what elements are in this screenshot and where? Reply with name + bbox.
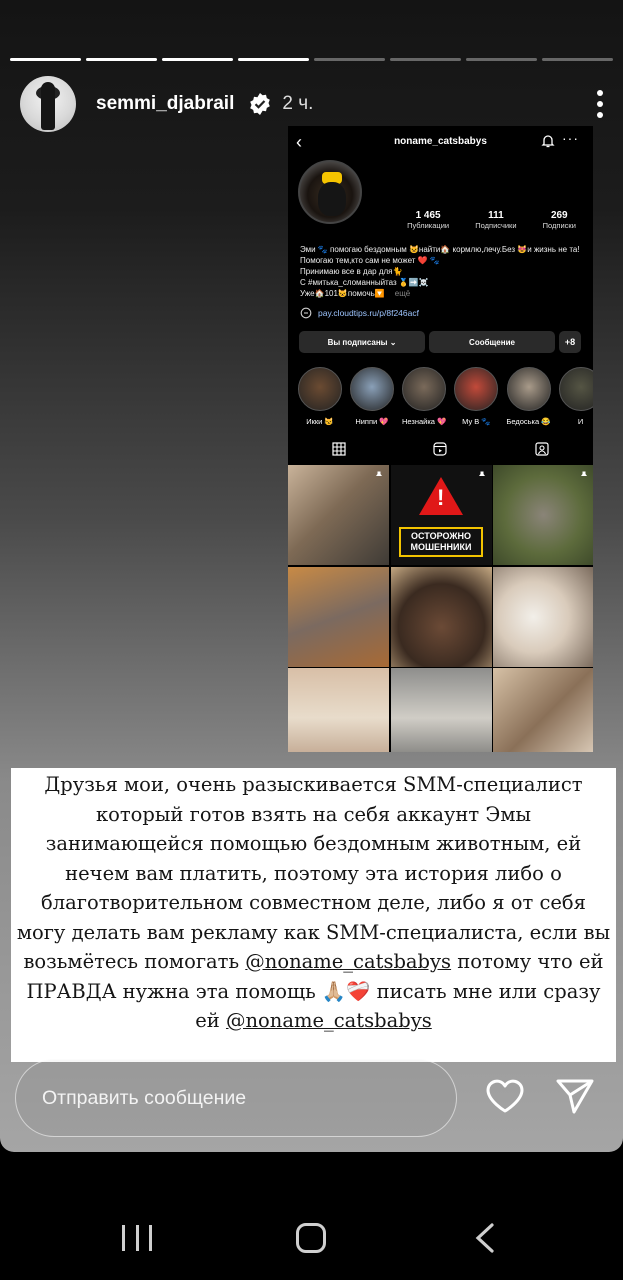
bio-line: С #митька_сломанныйтаз 🥇➡️☠️ <box>300 278 429 287</box>
avatar[interactable] <box>20 76 76 132</box>
back-arrow-icon: ‹ <box>296 132 302 152</box>
bio-line: Принимаю все в дар для🐈 <box>300 267 403 276</box>
highlight-cover <box>454 367 498 411</box>
progress-segment <box>314 58 385 61</box>
mention-link[interactable]: @noname_catsbabys <box>245 950 452 973</box>
post-grid <box>288 465 593 752</box>
post-thumbnail <box>288 567 389 667</box>
highlight-item <box>506 367 550 426</box>
post-thumbnail <box>493 668 593 752</box>
highlights-row <box>288 367 593 426</box>
highlight-label: Му В 🐾 <box>462 417 491 426</box>
more-horizontal-icon: ··· <box>562 130 579 146</box>
highlight-cover <box>350 367 394 411</box>
highlight-label: Незнайка 💖 <box>402 417 447 426</box>
message-button: Сообщение <box>429 331 555 353</box>
profile-bio <box>288 244 593 299</box>
home-icon[interactable] <box>296 1223 326 1253</box>
warning-triangle-icon <box>419 477 463 515</box>
bell-icon <box>541 134 555 148</box>
post-thumbnail <box>391 465 492 565</box>
profile-picture <box>298 160 362 224</box>
reply-placeholder: Отправить сообщение <box>42 1086 247 1109</box>
verified-badge-icon <box>248 92 272 116</box>
profile-buttons <box>288 331 593 353</box>
bio-more-link: ещё <box>394 289 411 298</box>
pin-icon <box>374 470 384 480</box>
post-thumbnail <box>288 668 389 752</box>
highlight-label: Бедоська 😂 <box>506 417 551 426</box>
highlight-cover <box>559 367 593 411</box>
highlight-item <box>454 367 498 426</box>
post-thumbnail <box>493 465 593 565</box>
post-thumbnail <box>391 567 492 667</box>
progress-segment <box>10 58 81 61</box>
add-person-icon: +8 <box>559 331 581 353</box>
post-thumbnail <box>391 668 492 752</box>
progress-segment <box>542 58 613 61</box>
mention-link[interactable]: @noname_catsbabys <box>225 1009 432 1032</box>
progress-segment <box>466 58 537 61</box>
progress-segment <box>390 58 461 61</box>
tagged-icon <box>535 442 549 456</box>
profile-link: pay.cloudtips.ru/p/8f246acf <box>288 307 593 319</box>
bio-line: Помогаю тем,кто сам не может ❤️ 🐾 <box>300 256 440 265</box>
recent-apps-icon[interactable] <box>122 1225 152 1251</box>
story-time: 2 ч. <box>282 93 314 114</box>
progress-segment <box>238 58 309 61</box>
profile-account-name: noname_catsbabys <box>394 136 487 147</box>
bio-line: Эми 🐾 помогаю бездомным 😺найти🏠 кормлю,лечу.Без 😻и жизнь не та! <box>300 245 580 254</box>
reels-icon <box>433 442 447 456</box>
profile-stats <box>394 210 589 230</box>
highlight-label: И <box>577 417 584 426</box>
stat-posts: 1 465 Публикации <box>407 210 450 230</box>
pin-icon <box>477 470 487 480</box>
highlight-label: Икки 😼 <box>306 417 334 426</box>
back-icon[interactable] <box>472 1222 500 1254</box>
profile-screenshot <box>288 126 593 752</box>
highlight-cover <box>298 367 342 411</box>
highlight-item <box>350 367 394 426</box>
progress-segment <box>86 58 157 61</box>
post-thumbnail <box>288 465 389 565</box>
link-icon <box>300 307 312 319</box>
post-thumbnail <box>493 567 593 667</box>
progress-segment <box>162 58 233 61</box>
story-progress <box>10 58 613 61</box>
highlight-label: Ниппи 💖 <box>355 417 389 426</box>
highlight-item <box>402 367 446 426</box>
profile-header <box>288 158 593 228</box>
grid-icon <box>332 442 346 456</box>
stat-followers: 111 Подписчики <box>475 210 517 230</box>
highlight-item <box>559 367 593 426</box>
profile-topbar <box>288 126 593 158</box>
stat-following: 269 Подписки <box>542 210 576 230</box>
highlight-cover <box>507 367 551 411</box>
warning-image <box>391 465 492 565</box>
highlight-cover <box>402 367 446 411</box>
heart-icon[interactable] <box>484 1077 526 1115</box>
bio-line: Уже🏠101😺помочь🔽 ещё <box>300 289 411 298</box>
warning-sign-text: ОСТОРОЖНО МОШЕННИКИ <box>399 527 483 557</box>
send-icon[interactable] <box>555 1077 595 1115</box>
story-header <box>20 76 603 132</box>
story-caption: Друзья мои, очень разыскивается SMM-специалист который готов взять на себя аккаунт Эмы занимающейся помощью бездомным животным, ей нечем вам платить, поэтому эта история либо о благотворительном совместном деле, либо я от себя могу делать вам рекламу как SMM-специалиста, если вы возьмётесь помогать @noname_catsbabys потому что ей ПРАВДА нужна эта помощь 🙏🏼❤️‍🩹 писать мне или сразу ей @noname_catsbabys <box>11 768 616 1062</box>
pin-icon <box>579 470 589 480</box>
more-vertical-icon[interactable] <box>597 90 603 118</box>
highlight-item <box>298 367 342 426</box>
story-username[interactable]: semmi_djabrail <box>96 93 235 114</box>
reply-input[interactable] <box>15 1059 457 1137</box>
profile-tabs <box>288 438 593 460</box>
following-button: Вы подписаны ⌄ <box>299 331 425 353</box>
